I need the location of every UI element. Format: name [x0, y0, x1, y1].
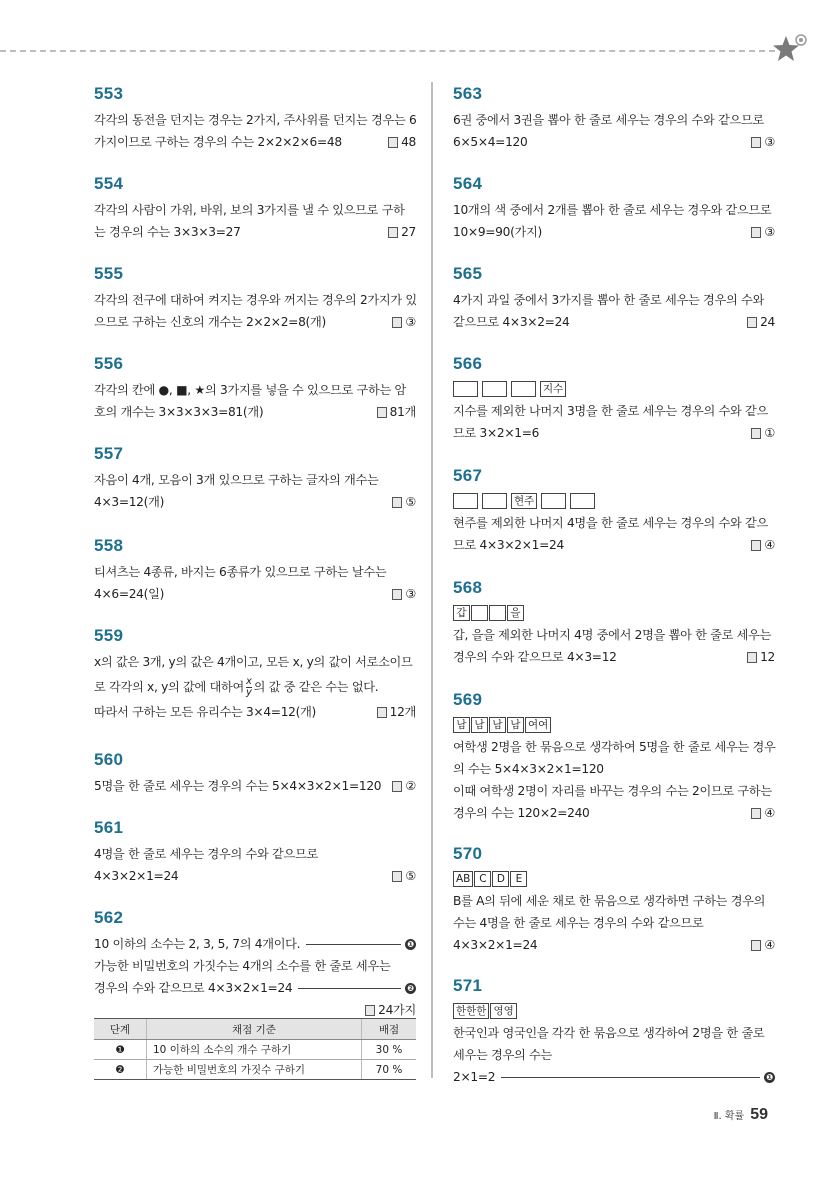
problem-number: 562 — [94, 908, 124, 927]
solution-line: 각각의 사람이 가위, 바위, 보의 3가지를 낼 수 있으므로 구하 — [94, 203, 405, 217]
section-label: Ⅱ. 확률 — [713, 1111, 745, 1122]
answer — [751, 802, 775, 824]
answer-icon — [751, 428, 761, 439]
problem-560 — [94, 750, 416, 797]
table-cell-criterion: 가능한 비밀번호의 가짓수 구하기 — [147, 1060, 362, 1080]
solution-text: 10×9=90(가지) — [453, 225, 542, 239]
problem-553 — [94, 84, 416, 153]
leader-line — [501, 1077, 760, 1078]
solution-text: 경우의 수와 같으므로 4×3=12 — [453, 650, 617, 664]
labeled-seat-box: 현주 — [511, 493, 537, 509]
answer-icon — [751, 808, 761, 819]
problem-568 — [453, 578, 775, 668]
solution-line — [94, 865, 416, 887]
labeled-seat-box: 갑 — [453, 605, 470, 621]
table-cell-step: ❶ — [94, 1040, 147, 1060]
seat-diagram — [453, 1001, 775, 1021]
solution-line: x의 값은 3개, y의 값은 4개이고, 모든 x, y의 값이 서로소이므 — [94, 655, 413, 669]
problem-number: 566 — [453, 354, 483, 373]
labeled-seat-box: AB — [453, 871, 473, 887]
solution-text: 10 이하의 소수는 2, 3, 5, 7의 4개이다. — [94, 937, 301, 951]
solution-line: 각각의 동전을 던지는 경우는 2가지, 주사위를 던지는 경우는 6 — [94, 113, 417, 127]
answer-icon — [392, 497, 402, 508]
answer-icon — [392, 781, 402, 792]
empty-seat-box — [453, 381, 478, 397]
solution-line — [94, 221, 416, 243]
problem-number: 567 — [453, 466, 483, 485]
answer-icon — [377, 407, 387, 418]
step-marker: ❶ — [764, 1072, 775, 1083]
leader-line — [298, 988, 401, 989]
solution-line — [453, 311, 775, 333]
empty-seat-box — [482, 381, 507, 397]
table-cell-score: 30 % — [362, 1040, 417, 1060]
labeled-seat-box: 한한한 — [453, 1003, 489, 1019]
answer-icon — [388, 227, 398, 238]
labeled-seat-box: 여여 — [525, 717, 551, 733]
answer — [392, 865, 416, 887]
empty-seat-box — [570, 493, 595, 509]
answer — [751, 221, 775, 243]
step-marker: ❶ — [405, 939, 416, 950]
column-header: 채점 기준 — [147, 1019, 362, 1040]
solution-line: 자음이 4개, 모음이 3개 있으므로 구하는 글자의 개수는 — [94, 473, 379, 487]
answer — [392, 491, 416, 513]
solution-line: 지수를 제외한 나머지 3명을 한 줄로 세우는 경우의 수와 같으 — [453, 404, 768, 418]
seat-diagram — [453, 603, 775, 623]
answer — [392, 775, 416, 797]
solution-text: 4×6=24(일) — [94, 587, 165, 601]
problem-566 — [453, 354, 775, 444]
solution-text: 의 값 중 같은 수는 없다. — [253, 680, 379, 694]
problem-number: 556 — [94, 354, 124, 373]
solution-line — [94, 401, 416, 423]
empty-seat-box — [541, 493, 566, 509]
solution-line — [453, 646, 775, 668]
page-number: 59 — [750, 1106, 768, 1123]
solution-text: 므로 3×2×1=6 — [453, 426, 540, 440]
solution-line: 이때 여학생 2명이 자리를 바꾸는 경우의 수는 2이므로 구하는 — [453, 784, 772, 798]
solution-text: 므로 4×3×2×1=24 — [453, 538, 564, 552]
labeled-seat-box: 남 — [471, 717, 488, 733]
answer-value: ① — [764, 426, 775, 440]
problem-number: 563 — [453, 84, 483, 103]
empty-seat-box — [471, 605, 488, 621]
problem-559 — [94, 626, 416, 723]
solution-line: B를 A의 뒤에 세운 채로 한 묶음으로 생각하면 구하는 경우의 — [453, 894, 766, 908]
answer-icon — [751, 137, 761, 148]
table-cell-score: 70 % — [362, 1060, 417, 1080]
answer — [392, 583, 416, 605]
answer-value: 48 — [401, 135, 416, 149]
answer-icon — [377, 707, 387, 718]
labeled-seat-box: 남 — [507, 717, 524, 733]
solution-text: 경우의 수와 같으므로 4×3×2×1=24 — [94, 981, 293, 995]
solution-line: 세우는 경우의 수는 — [453, 1048, 552, 1062]
answer — [388, 221, 416, 243]
table-cell-step: ❷ — [94, 1060, 147, 1080]
answer-icon — [751, 540, 761, 551]
solution-text: 로 각각의 x, y의 값에 대하여 — [94, 680, 245, 694]
empty-seat-box — [511, 381, 536, 397]
column-header: 단계 — [94, 1019, 147, 1040]
column-divider — [431, 82, 433, 1078]
problem-565 — [453, 264, 775, 333]
seat-diagram — [453, 869, 775, 889]
answer-value: ⑤ — [405, 495, 416, 509]
answer-icon — [392, 317, 402, 328]
problem-number: 560 — [94, 750, 124, 769]
answer — [388, 131, 416, 153]
answer-icon — [392, 871, 402, 882]
answer-value: ② — [405, 779, 416, 793]
problem-number: 557 — [94, 444, 124, 463]
solution-line — [94, 491, 416, 513]
problem-561 — [94, 818, 416, 887]
answer-value: 12 — [760, 650, 775, 664]
problem-number: 554 — [94, 174, 124, 193]
empty-seat-box — [489, 605, 506, 621]
problem-569 — [453, 690, 775, 824]
solution-line — [94, 701, 416, 723]
answer-icon — [751, 940, 761, 951]
answer — [377, 401, 416, 423]
solution-text: 4×3×2×1=24 — [94, 869, 179, 883]
solution-line: 10개의 색 중에서 2개를 뽑아 한 줄로 세우는 경우와 같으므로 — [453, 203, 772, 217]
problem-571 — [453, 976, 775, 1088]
labeled-seat-box: D — [492, 871, 509, 887]
seat-diagram — [453, 491, 775, 511]
answer — [751, 934, 775, 956]
solution-line: 갑, 을을 제외한 나머지 4명 중에서 2명을 뽑아 한 줄로 세우는 — [453, 628, 772, 642]
solution-line — [94, 583, 416, 605]
labeled-seat-box: 지수 — [540, 381, 566, 397]
solution-text: 가지이므로 구하는 경우의 수는 2×2×2×6=48 — [94, 135, 342, 149]
answer — [392, 311, 416, 333]
problem-number: 564 — [453, 174, 483, 193]
problem-number: 570 — [453, 844, 483, 863]
answer — [751, 422, 775, 444]
answer — [377, 701, 416, 723]
solution-text: 같으므로 4×3×2=24 — [453, 315, 570, 329]
table-cell-criterion: 10 이하의 소수의 개수 구하기 — [147, 1040, 362, 1060]
solution-text: 경우의 수는 120×2=240 — [453, 806, 590, 820]
solution-line: 가능한 비밀번호의 가짓수는 4개의 소수를 한 줄로 세우는 — [94, 959, 391, 973]
labeled-seat-box: 남 — [489, 717, 506, 733]
answer — [751, 534, 775, 556]
solution-line: 현주를 제외한 나머지 4명을 한 줄로 세우는 경우의 수와 같으 — [453, 516, 768, 530]
solution-line: 4명을 한 줄로 세우는 경우의 수와 같으므로 — [94, 847, 318, 861]
problem-558 — [94, 536, 416, 605]
problem-number: 569 — [453, 690, 483, 709]
solution-text: 6×5×4=120 — [453, 135, 528, 149]
problem-554 — [94, 174, 416, 243]
answer-value: ④ — [764, 806, 775, 820]
solution-line: 각각의 칸에 ●, ■, ★의 3가지를 넣을 수 있으므로 구하는 암 — [94, 383, 406, 397]
labeled-seat-box: 을 — [507, 605, 524, 621]
labeled-seat-box: 영영 — [490, 1003, 516, 1019]
page-footer — [714, 1106, 768, 1124]
answer-value: 27 — [401, 225, 416, 239]
problem-number: 558 — [94, 536, 124, 555]
star-icon — [770, 30, 810, 70]
answer-value: ③ — [764, 225, 775, 239]
table-row — [94, 1040, 416, 1060]
problem-number: 571 — [453, 976, 483, 995]
problem-number: 553 — [94, 84, 124, 103]
solution-line — [453, 422, 775, 444]
problem-number: 568 — [453, 578, 483, 597]
answer-icon — [365, 1005, 375, 1016]
table-row — [94, 1060, 416, 1080]
solution-text: 4×3=12(개) — [94, 495, 165, 509]
top-dashed-rule — [0, 50, 775, 52]
problem-number: 555 — [94, 264, 124, 283]
solution-text: 4×3×2×1=24 — [453, 938, 538, 952]
solution-line — [94, 933, 416, 955]
column-header: 배점 — [362, 1019, 417, 1040]
empty-seat-box — [482, 493, 507, 509]
solution-text: 5명을 한 줄로 세우는 경우의 수는 5×4×3×2×1=120 — [94, 779, 382, 793]
problem-557 — [94, 444, 416, 513]
solution-line: 한국인과 영국인을 각각 한 묶음으로 생각하여 2명을 한 줄로 — [453, 1026, 765, 1040]
answer-value: ③ — [405, 315, 416, 329]
answer-icon — [747, 317, 757, 328]
answer-value: ③ — [764, 135, 775, 149]
solution-text: 는 경우의 수는 3×3×3=27 — [94, 225, 241, 239]
solution-line — [94, 775, 416, 797]
answer-value: ③ — [405, 587, 416, 601]
solution-line — [453, 934, 775, 956]
labeled-seat-box: C — [474, 871, 491, 887]
solution-text: 호의 개수는 3×3×3×3=81(개) — [94, 405, 264, 419]
table-header-row — [94, 1019, 416, 1040]
solution-line — [94, 673, 416, 701]
answer — [747, 646, 775, 668]
seat-diagram — [453, 715, 775, 735]
solution-line — [94, 131, 416, 153]
solution-line — [453, 1066, 775, 1088]
problem-number: 561 — [94, 818, 124, 837]
step-marker: ❷ — [405, 983, 416, 994]
solution-text: 으므로 구하는 신호의 개수는 2×2×2=8(개) — [94, 315, 326, 329]
empty-seat-box — [453, 493, 478, 509]
answer-value: 24 — [760, 315, 775, 329]
solution-line: 각각의 전구에 대하여 켜지는 경우와 꺼지는 경우의 2가지가 있 — [94, 293, 417, 307]
labeled-seat-box: 남 — [453, 717, 470, 733]
fraction-numerator: x — [246, 676, 252, 687]
problem-562 — [94, 908, 416, 1023]
answer — [751, 131, 775, 153]
problem-564 — [453, 174, 775, 243]
solution-line — [94, 977, 416, 999]
solution-line — [453, 802, 775, 824]
fraction-denominator: y — [246, 687, 252, 698]
solution-line: 여학생 2명을 한 묶음으로 생각하여 5명을 한 줄로 세우는 경우 — [453, 740, 776, 754]
solution-line: 수는 4명을 한 줄로 세우는 경우의 수와 같으므로 — [453, 916, 704, 930]
solution-line — [453, 221, 775, 243]
answer-icon — [747, 652, 757, 663]
answer — [747, 311, 775, 333]
answer-value: ④ — [764, 938, 775, 952]
seat-diagram — [453, 379, 775, 399]
solution-line — [94, 311, 416, 333]
scoring-rubric-table — [94, 1018, 416, 1080]
solution-text: 따라서 구하는 모든 유리수는 3×4=12(개) — [94, 705, 316, 719]
answer-value: 81개 — [389, 405, 416, 419]
leader-line — [306, 944, 401, 945]
answer-value: ⑤ — [405, 869, 416, 883]
solution-text: 2×1=2 — [453, 1070, 496, 1084]
problem-570 — [453, 844, 775, 956]
fraction — [246, 677, 252, 698]
answer-value: 12개 — [389, 705, 416, 719]
answer-icon — [388, 137, 398, 148]
problem-567 — [453, 466, 775, 556]
solution-line — [453, 534, 775, 556]
answer-icon — [392, 589, 402, 600]
solution-line: 티셔츠는 4종류, 바지는 6종류가 있으므로 구하는 날수는 — [94, 565, 387, 579]
problem-563 — [453, 84, 775, 153]
problem-555 — [94, 264, 416, 333]
answer-icon — [751, 227, 761, 238]
labeled-seat-box: E — [510, 871, 527, 887]
answer-value: 24가지 — [378, 1003, 416, 1017]
solution-line: 6권 중에서 3권을 뽑아 한 줄로 세우는 경우의 수와 같으므로 — [453, 113, 764, 127]
solution-line — [453, 131, 775, 153]
answer-value: ④ — [764, 538, 775, 552]
problem-number: 559 — [94, 626, 124, 645]
problem-number: 565 — [453, 264, 483, 283]
solution-line: 4가지 과일 중에서 3가지를 뽑아 한 줄로 세우는 경우의 수와 — [453, 293, 764, 307]
solution-line: 의 수는 5×4×3×2×1=120 — [453, 762, 604, 776]
problem-556 — [94, 354, 416, 423]
